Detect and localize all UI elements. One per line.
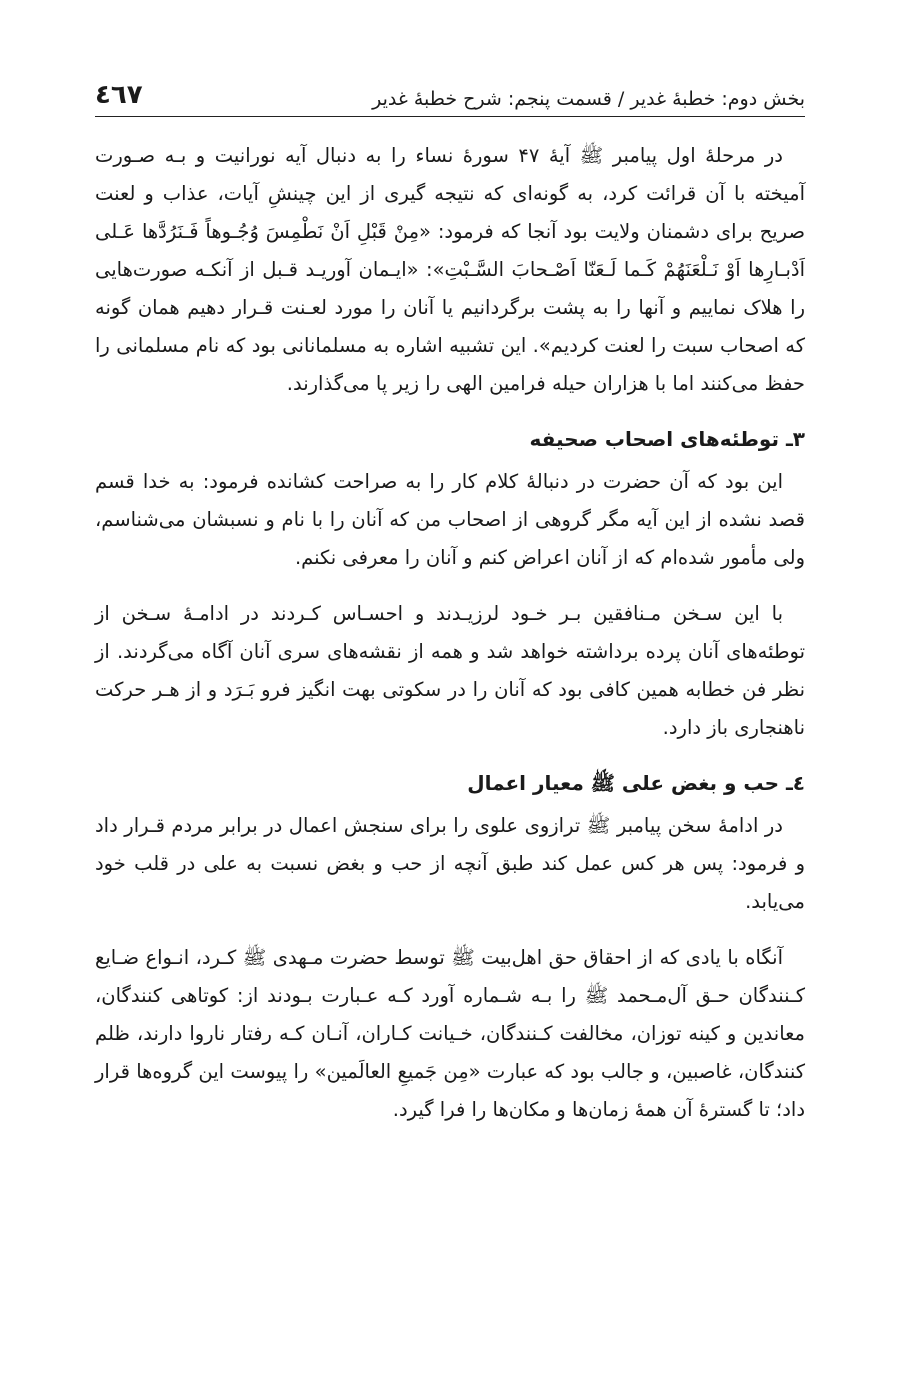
paragraph-section3-b: با این سـخن مـنافقین بـر خـود لرزیـدند و احسـاس کـردند در ادامـهٔ سـخن از توطئه‌های آنان پرده برداشته خواهد شد و همه از نقشه‌های سری آنان آگاه می‌گردند. از نظر فن خطابه همین کافی بود که آنان را در سکوتی بهت انگیز فرو بَـرَد و از هـر حرکت ناهنجاری باز دارد. — [95, 602, 805, 739]
section-heading-4: ٤ـ حب و بغض علی ﷺ معیار اعمال — [467, 771, 805, 795]
paragraph-section3-a: این بود که آن حضرت در دنبالهٔ کلام کار را به صراحت کشانده فرمود: به خدا قسم قصد نشده از این آیه مگر گروهی از اصحاب من که آنان را با نام و نسبشان می‌شناسم، ولی مأمور شده‌ام که از آنان اعراض کنم و آنان را معرفی نکنم. — [95, 470, 805, 569]
section-heading-3: ٣ـ توطئه‌های اصحاب صحیفه — [529, 427, 805, 451]
paragraph-intro: در مرحلهٔ اول پیامبر ﷺ آیهٔ ۴۷ سورهٔ نساء را به دنبال آیه نورانیت و بـه صـورت آمیخته با آن قرائت کرد، به گونه‌ای که نتیجه گیری از این چینشِ آیات، عذاب و لعنت صریح برای دشمنان ولایت بود آنجا که فرمود: «مِنْ قَبْلِ اَنْ نَطْمِسَ وُجُـوهاً فَـنَرُدَّها عَـلی اَدْبـارِها اَوْ نَـلْعَنَهُمْ کَـما لَـعَنّا اَصْـحابَ السَّـبْتِ»: «ایـمان آوریـد قـبل از آنکـه صورت‌هایی را هلاک نماییم و آنها را به پشت برگردانیم یا آنان را مورد لعـنت قـرار دهیم همان گونه که اصحاب سبت را لعنت کردیم». این تشبیه اشاره به مسلمانانی بود که نام مسلمانی را حفظ می‌کنند اما با هزاران حیله فرامین الهی را زیر پا می‌گذارند. — [95, 144, 805, 395]
paragraph-section4-b: آنگاه با یادی که از احقاق حق اهل‌بیت ﷺ توسط حضرت مـهدی ﷺ کـرد، انـواع ضـایع کـنندگان حـق آل‌مـحمد ﷺ را بـه شـماره آورد کـه عـبارت بـودند از: کوتاهی کنندگان، معاندین و کینه توزان، مخالفت کـنندگان، خـیانت کـاران، آنـان کـه رفتار ناروا دارند، ظلم کنندگان، غاصبین، و جالب بود که عبارت «مِن جَمیعِ العالَمین» را پیوست این گروه‌ها قرار داد؛ تا گسترهٔ آن همهٔ زمان‌ها و مکان‌ها را فرا گیرد. — [95, 946, 805, 1121]
page-number: ٤٦٧ — [95, 80, 143, 110]
paragraph-section4-a: در ادامهٔ سخن پیامبر ﷺ ترازوی علوی را برای سنجش اعمال در برابر مردم قـرار داد و فرمود: پس هر کس عمل کند طبق آنچه از حب و بغض نسبت به علی در قلب خود می‌یابد. — [95, 814, 805, 913]
page-body — [95, 137, 805, 1129]
running-title: بخش دوم: خطبهٔ غدیر / قسمت پنجم: شرح خطبهٔ غدیر — [372, 88, 805, 110]
page-header — [95, 68, 805, 117]
